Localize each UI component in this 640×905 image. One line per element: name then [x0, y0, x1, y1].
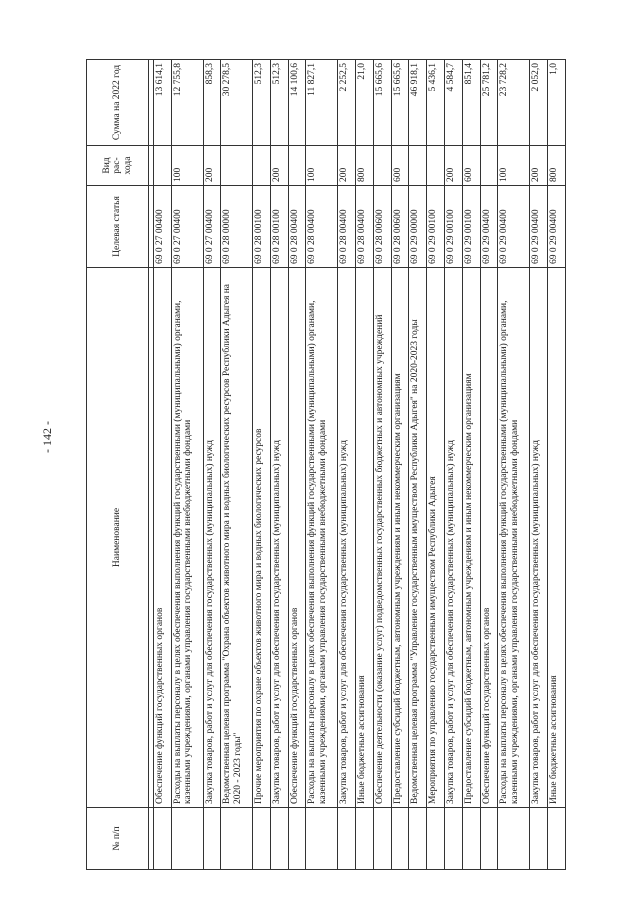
row-sum-cell: 15 665,6 [391, 60, 409, 146]
table-row [548, 60, 566, 870]
row-name-cell: Закупка товаров, работ и услуг для обеспечения государственных (муниципальных) нужд [445, 268, 463, 808]
table-body [149, 60, 566, 870]
row-expense-type-cell: 100 [498, 146, 530, 186]
header-target-article: Целевая статья [87, 186, 149, 268]
row-name-cell: Расходы на выплаты персоналу в целях обеспечения выполнения функций государственными (муниципальными) органами, казенными учреждениями, органами управления государственными внебюджетными фондами [306, 268, 338, 808]
row-expense-type-cell: 600 [391, 146, 409, 186]
row-target-article-cell: 69 0 27 00400 [203, 186, 221, 268]
row-sum-cell: 12 755,8 [171, 60, 203, 146]
row-number-cell [409, 808, 427, 870]
row-name-cell: Расходы на выплаты персоналу в целях обеспечения выполнения функций государственными (муниципальными) органами, казенными учреждениями, органами управления государственными внебюджетными фондами [171, 268, 203, 808]
row-target-article-cell: 69 0 28 00600 [391, 186, 409, 268]
row-number-cell [288, 808, 306, 870]
row-number-cell [391, 808, 409, 870]
row-sum-cell: 2 252,5 [338, 60, 356, 146]
row-expense-type-cell: 800 [355, 146, 373, 186]
row-number-cell [171, 808, 203, 870]
row-number-cell [530, 808, 548, 870]
row-name-cell: Мероприятия по управлению государственным имуществом Республики Адыгея [427, 268, 445, 808]
row-target-article-cell: 69 0 27 00400 [171, 186, 203, 268]
row-target-article-cell: 69 0 29 00400 [530, 186, 548, 268]
row-sum-cell: 14 100,6 [288, 60, 306, 146]
row-expense-type-cell [373, 146, 391, 186]
table-row [480, 60, 498, 870]
row-number-cell [427, 808, 445, 870]
table-row [373, 60, 391, 870]
table-row [154, 60, 172, 870]
row-name-cell: Обеспечение функций государственных органов [288, 268, 306, 808]
row-expense-type-cell: 100 [306, 146, 338, 186]
table-row [270, 60, 288, 870]
row-expense-type-cell [480, 146, 498, 186]
row-target-article-cell: 69 0 28 00100 [270, 186, 288, 268]
row-number-cell [203, 808, 221, 870]
row-sum-cell: 512,3 [270, 60, 288, 146]
row-number-cell [373, 808, 391, 870]
row-name-cell: Предоставление субсидий бюджетным, автономным учреждениям и иным некоммерческим организациям [391, 268, 409, 808]
table-row [288, 60, 306, 870]
row-number-cell [355, 808, 373, 870]
header-number: № п/п [87, 808, 149, 870]
row-sum-cell: 30 278,5 [221, 60, 253, 146]
table-row [391, 60, 409, 870]
row-name-cell: Предоставление субсидий бюджетным, автономным учреждениям и иным некоммерческим организациям [462, 268, 480, 808]
row-expense-type-cell: 200 [203, 146, 221, 186]
table-row [409, 60, 427, 870]
row-expense-type-cell: 200 [338, 146, 356, 186]
row-name-cell: Иные бюджетные ассигнования [548, 268, 566, 808]
row-number-cell [445, 808, 463, 870]
row-number-cell [338, 808, 356, 870]
page-number: - 142 - [40, 421, 54, 453]
row-sum-cell: 25 781,2 [480, 60, 498, 146]
row-name-cell: Расходы на выплаты персоналу в целях обеспечения выполнения функций государственными (муниципальными) органами, казенными учреждениями, органами управления государственными внебюджетными фондами [498, 268, 530, 808]
header-expense-type: Вид рас-хода [87, 146, 149, 186]
row-target-article-cell: 69 0 28 00400 [288, 186, 306, 268]
row-sum-cell: 13 614,1 [154, 60, 172, 146]
row-sum-cell: 512,3 [253, 60, 271, 146]
budget-table [86, 59, 566, 870]
row-sum-cell: 2 052,0 [530, 60, 548, 146]
row-number-cell [462, 808, 480, 870]
row-name-cell: Иные бюджетные ассигнования [355, 268, 373, 808]
row-expense-type-cell: 200 [445, 146, 463, 186]
row-target-article-cell: 69 0 29 00100 [462, 186, 480, 268]
row-name-cell: Обеспечение функций государственных органов [154, 268, 172, 808]
table-row [355, 60, 373, 870]
row-target-article-cell: 69 0 28 00100 [253, 186, 271, 268]
row-sum-cell: 851,4 [462, 60, 480, 146]
table-row [530, 60, 548, 870]
row-target-article-cell: 69 0 28 00600 [373, 186, 391, 268]
header-sum-2022: Сумма на 2022 год [87, 60, 149, 146]
row-name-cell: Закупка товаров, работ и услуг для обеспечения государственных (муниципальных) нужд [270, 268, 288, 808]
row-sum-cell: 5 436,1 [427, 60, 445, 146]
row-sum-cell: 858,3 [203, 60, 221, 146]
row-name-cell: Обеспечение функций государственных органов [480, 268, 498, 808]
table-row [462, 60, 480, 870]
row-sum-cell: 4 584,7 [445, 60, 463, 146]
row-name-cell: Прочие мероприятия по охране объектов животного мира и водных биологических ресурсов [253, 268, 271, 808]
row-target-article-cell: 69 0 28 00400 [355, 186, 373, 268]
row-number-cell [270, 808, 288, 870]
header-name: Наименование [87, 268, 149, 808]
row-expense-type-cell [409, 146, 427, 186]
row-expense-type-cell: 600 [462, 146, 480, 186]
row-target-article-cell: 69 0 29 00100 [445, 186, 463, 268]
table-row [445, 60, 463, 870]
row-target-article-cell: 69 0 29 00400 [498, 186, 530, 268]
table-row [221, 60, 253, 870]
row-name-cell: Закупка товаров, работ и услуг для обеспечения государственных (муниципальных) нужд [530, 268, 548, 808]
row-sum-cell: 21,0 [355, 60, 373, 146]
row-name-cell: Закупка товаров, работ и услуг для обеспечения государственных (муниципальных) нужд [203, 268, 221, 808]
row-name-cell: Закупка товаров, работ и услуг для обеспечения государственных (муниципальных) нужд [338, 268, 356, 808]
row-sum-cell: 15 665,6 [373, 60, 391, 146]
rotated-page-content [86, 60, 566, 870]
row-name-cell: Обеспечение деятельности (оказание услуг) подведомственных государственных бюджетных и автономных учреждений [373, 268, 391, 808]
row-target-article-cell: 69 0 29 00100 [427, 186, 445, 268]
row-number-cell [221, 808, 253, 870]
table-row [203, 60, 221, 870]
row-sum-cell: 1,0 [548, 60, 566, 146]
row-number-cell [498, 808, 530, 870]
row-target-article-cell: 69 0 29 00400 [548, 186, 566, 268]
row-number-cell [480, 808, 498, 870]
row-expense-type-cell [427, 146, 445, 186]
table-row [338, 60, 356, 870]
row-target-article-cell: 69 0 28 00400 [338, 186, 356, 268]
row-target-article-cell: 69 0 29 00400 [480, 186, 498, 268]
row-number-cell [253, 808, 271, 870]
table-row [427, 60, 445, 870]
row-sum-cell: 11 827,1 [306, 60, 338, 146]
row-expense-type-cell [253, 146, 271, 186]
row-target-article-cell: 69 0 27 00400 [154, 186, 172, 268]
row-expense-type-cell: 200 [530, 146, 548, 186]
table-row [306, 60, 338, 870]
row-expense-type-cell: 200 [270, 146, 288, 186]
row-name-cell: Ведомственная целевая программа "Управление государственным имуществом Республики Адыгея" на 2020-2023 годы [409, 268, 427, 808]
table-row [253, 60, 271, 870]
row-name-cell: Ведомственная целевая программа "Охрана объектов животного мира и водных биологических ресурсов Республики Адыгея на 2020 - 2023 годы" [221, 268, 253, 808]
row-sum-cell: 23 728,2 [498, 60, 530, 146]
table-row [498, 60, 530, 870]
row-sum-cell: 46 918,1 [409, 60, 427, 146]
row-expense-type-cell [288, 146, 306, 186]
row-target-article-cell: 69 0 29 00000 [409, 186, 427, 268]
row-number-cell [154, 808, 172, 870]
row-number-cell [548, 808, 566, 870]
row-target-article-cell: 69 0 28 00000 [221, 186, 253, 268]
table-header [87, 60, 149, 870]
row-expense-type-cell [154, 146, 172, 186]
row-expense-type-cell [221, 146, 253, 186]
table-row [171, 60, 203, 870]
row-expense-type-cell: 100 [171, 146, 203, 186]
row-expense-type-cell: 800 [548, 146, 566, 186]
row-target-article-cell: 69 0 28 00400 [306, 186, 338, 268]
row-number-cell [306, 808, 338, 870]
